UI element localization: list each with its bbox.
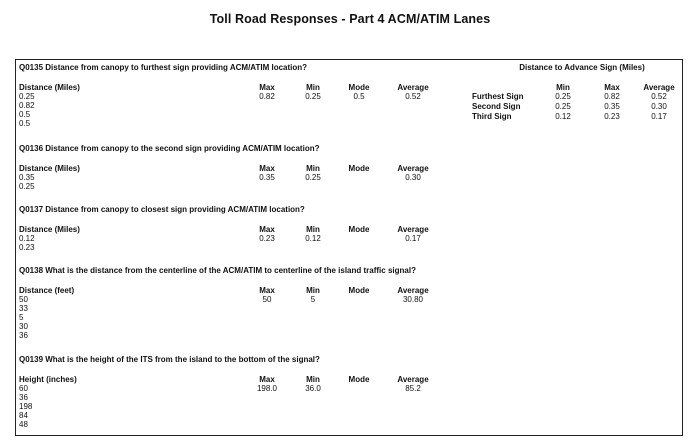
stat-header-min: Min [306, 286, 320, 295]
response-value: 36 [19, 331, 28, 340]
summary-row-average: 0.17 [651, 112, 667, 121]
stat-value-max: 50 [262, 295, 272, 304]
stat-header-min: Min [306, 225, 320, 234]
stat-value-max: 0.23 [259, 234, 275, 243]
summary-min-header: Min [556, 83, 570, 92]
stat-header-average: Average [397, 83, 429, 92]
response-value: 0.82 [19, 101, 35, 110]
question-text: Q0138 What is the distance from the centerline of the ACM/ATIM to centerline of the island traffic signal? [19, 266, 416, 275]
stat-header-max: Max [259, 225, 275, 234]
summary-title: Distance to Advance Sign (Miles) [519, 63, 645, 72]
summary-row-label: Second Sign [472, 102, 521, 111]
response-value: 5 [19, 313, 24, 322]
response-value: 0.23 [19, 243, 35, 252]
response-value: 198 [19, 402, 33, 411]
stat-header-min: Min [306, 164, 320, 173]
stat-header-max: Max [259, 164, 275, 173]
stat-header-average: Average [397, 286, 429, 295]
summary-row-average: 0.52 [651, 92, 667, 101]
stat-value-average: 30.80 [402, 295, 424, 304]
stat-value-min: 0.25 [305, 92, 321, 101]
question-label: Height (inches) [19, 375, 77, 384]
stat-header-mode: Mode [348, 83, 370, 92]
stat-value-mode: 0.5 [353, 92, 365, 101]
response-value: 0.35 [19, 173, 35, 182]
stat-value-min: 5 [310, 295, 316, 304]
question-text: Q0137 Distance from canopy to closest sign providing ACM/ATIM location? [19, 205, 305, 214]
question-label: Distance (Miles) [19, 83, 80, 92]
summary-row-min: 0.25 [555, 102, 571, 111]
summary-row-min: 0.25 [555, 92, 571, 101]
summary-row-max: 0.23 [604, 112, 620, 121]
question-text: Q0135 Distance from canopy to furthest sign providing ACM/ATIM location? [19, 63, 308, 72]
stat-value-min: 0.12 [305, 234, 321, 243]
question-label: Distance (Miles) [19, 225, 80, 234]
stat-value-min: 36.0 [305, 384, 321, 393]
summary-row-max: 0.35 [604, 102, 620, 111]
stat-header-mode: Mode [348, 164, 370, 173]
summary-row-max: 0.82 [604, 92, 620, 101]
stat-header-min: Min [306, 375, 320, 384]
stat-header-min: Min [306, 83, 320, 92]
response-value: 0.12 [19, 234, 35, 243]
response-value: 0.25 [19, 182, 35, 191]
stat-header-average: Average [397, 225, 429, 234]
stat-value-max: 0.82 [259, 92, 275, 101]
report-title: Toll Road Responses - Part 4 ACM/ATIM Lanes [209, 12, 491, 26]
question-text: Q0139 What is the height of the ITS from the island to the bottom of the signal? [19, 355, 320, 364]
stat-value-average: 85.2 [405, 384, 421, 393]
stat-value-max: 198.0 [256, 384, 278, 393]
response-value: 50 [19, 295, 28, 304]
response-value: 0.25 [19, 92, 35, 101]
stat-header-mode: Mode [348, 375, 370, 384]
stat-value-average: 0.30 [405, 173, 421, 182]
question-text: Q0136 Distance from canopy to the second sign providing ACM/ATIM location? [19, 144, 320, 153]
stat-header-average: Average [397, 375, 429, 384]
stat-header-max: Max [259, 286, 275, 295]
response-value: 0.5 [19, 110, 31, 119]
stat-header-average: Average [397, 164, 429, 173]
response-value: 33 [19, 304, 28, 313]
stat-value-average: 0.17 [405, 234, 421, 243]
response-value: 84 [19, 411, 28, 420]
summary-average-header: Average [643, 83, 675, 92]
stat-value-average: 0.52 [405, 92, 421, 101]
summary-row-label: Furthest Sign [472, 92, 524, 101]
response-value: 0.5 [19, 119, 31, 128]
response-value: 48 [19, 420, 28, 429]
response-value: 36 [19, 393, 28, 402]
summary-row-average: 0.30 [651, 102, 667, 111]
stat-header-mode: Mode [348, 225, 370, 234]
response-value: 60 [19, 384, 28, 393]
summary-row-min: 0.12 [555, 112, 571, 121]
stat-header-mode: Mode [348, 286, 370, 295]
stat-value-min: 0.25 [305, 173, 321, 182]
summary-max-header: Max [604, 83, 620, 92]
summary-row-label: Third Sign [472, 112, 512, 121]
question-label: Distance (Miles) [19, 164, 80, 173]
question-label: Distance (feet) [19, 286, 75, 295]
stat-value-max: 0.35 [259, 173, 275, 182]
response-value: 30 [19, 322, 28, 331]
stat-header-max: Max [259, 83, 275, 92]
stat-header-max: Max [259, 375, 275, 384]
